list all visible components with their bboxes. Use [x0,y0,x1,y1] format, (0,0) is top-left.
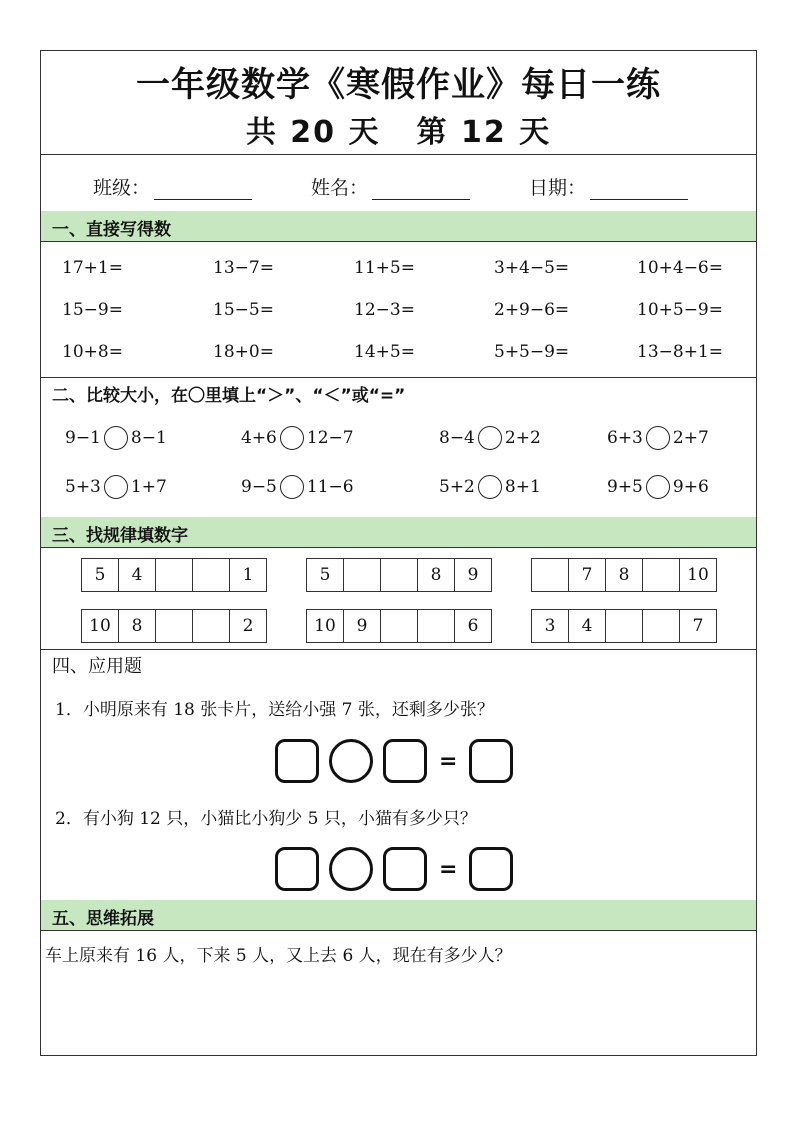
seq-cell[interactable]: 8 [119,609,156,643]
seq-cell[interactable]: 5 [307,558,344,592]
seq-cell[interactable] [193,558,230,592]
word-problem-1: 1．小明原来有 18 张卡片，送给小强 7 张，还剩多少张？ [55,700,494,720]
arith-problem: 3+4−5= [494,258,570,278]
seq-cell[interactable]: 4 [569,609,606,643]
name-label: 姓名： [311,177,369,199]
name-field [311,173,470,200]
date-label: 日期： [529,177,587,199]
seq-cell[interactable] [606,609,643,643]
arith-problem: 2+9−6= [494,300,570,320]
answer-circle[interactable] [280,426,304,450]
compare-item [65,426,167,450]
compare-right: 8+1 [504,477,541,497]
compare-item [439,426,541,450]
compare-left: 9−5 [241,477,277,497]
answer-box[interactable] [275,847,319,891]
seq-cell[interactable]: 7 [680,609,717,643]
compare-item [439,475,541,499]
seq-cell[interactable]: 8 [606,558,643,592]
compare-right: 12−7 [306,428,354,448]
result-box[interactable] [469,739,513,783]
compare-right: 1+7 [130,477,167,497]
arith-problem: 14+5= [354,342,415,362]
seq-cell[interactable]: 5 [82,558,119,592]
arith-problem: 13−7= [213,258,274,278]
seq-cell[interactable] [156,609,193,643]
arith-problem: 5+5−9= [494,342,570,362]
worksheet-subtitle [41,107,756,151]
seq-cell[interactable]: 3 [532,609,569,643]
compare-left: 5+2 [439,477,475,497]
answer-circle[interactable] [646,426,670,450]
compare-left: 9+5 [607,477,643,497]
compare-right: 2+7 [672,428,709,448]
compare-left: 8−4 [439,428,475,448]
compare-right: 9+6 [672,477,709,497]
seq-cell[interactable]: 6 [455,609,492,643]
divider [41,154,756,155]
seq-cell[interactable] [156,558,193,592]
answer-box[interactable] [383,847,427,891]
arith-problem: 13−8+1= [637,342,723,362]
answer-row-1 [275,739,513,783]
arith-problem: 12−3= [354,300,415,320]
section5-heading: 五、思维拓展 [52,909,154,929]
equals-sign: = [439,856,458,882]
compare-item [607,475,709,499]
compare-right: 8−1 [130,428,167,448]
arith-problem: 15−5= [213,300,274,320]
seq-cell[interactable]: 10 [82,609,119,643]
compare-item [607,426,709,450]
seq-cell[interactable]: 9 [455,558,492,592]
arith-problem: 15−9= [62,300,123,320]
number-sequence [531,558,717,592]
seq-cell[interactable] [532,558,569,592]
compare-right: 11−6 [306,477,354,497]
answer-box[interactable] [275,739,319,783]
result-box[interactable] [469,847,513,891]
section3-heading: 三、找规律填数字 [52,526,188,546]
number-sequence [81,609,267,643]
arith-problem: 10+4−6= [637,258,723,278]
number-sequence [531,609,717,643]
class-label: 班级： [93,177,151,199]
date-field [529,173,688,200]
worksheet-title: 一年级数学《寒假作业》每日一练 [136,65,661,105]
seq-cell[interactable] [643,558,680,592]
number-sequence [306,609,492,643]
date-blank[interactable] [590,181,688,200]
name-blank[interactable] [372,181,470,200]
seq-cell[interactable] [344,558,381,592]
arith-problem: 11+5= [354,258,415,278]
divider [41,649,756,650]
class-blank[interactable] [154,181,252,200]
seq-cell[interactable]: 2 [230,609,267,643]
compare-right: 2+2 [504,428,541,448]
compare-item [241,475,354,499]
arith-problem: 17+1= [62,258,123,278]
seq-cell[interactable] [193,609,230,643]
compare-left: 9−1 [65,428,101,448]
number-sequence [306,558,492,592]
total-days: 共 20 天 [245,115,381,150]
compare-left: 4+6 [241,428,277,448]
answer-circle[interactable] [478,426,502,450]
arith-problem: 10+5−9= [637,300,723,320]
seq-cell[interactable]: 1 [230,558,267,592]
divider [41,547,756,548]
divider [41,241,756,242]
compare-item [241,426,354,450]
seq-cell[interactable]: 4 [119,558,156,592]
answer-circle[interactable] [646,475,670,499]
word-problem-2: 2．有小狗 12 只，小猫比小狗少 5 只，小猫有多少只？ [55,809,477,829]
compare-left: 5+3 [65,477,101,497]
operator-circle[interactable] [329,847,373,891]
answer-box[interactable] [383,739,427,783]
class-field [93,173,252,200]
section2-heading: 二、比较大小，在〇里填上“＞”、“＜”或“=” [52,386,406,406]
section1-heading: 一、直接写得数 [52,220,171,240]
arith-problem: 10+8= [62,342,123,362]
answer-circle[interactable] [104,426,128,450]
seq-cell[interactable]: 10 [680,558,717,592]
seq-cell[interactable]: 8 [418,558,455,592]
seq-cell[interactable]: 7 [569,558,606,592]
seq-cell[interactable] [381,558,418,592]
divider [41,930,756,931]
seq-cell[interactable]: 10 [307,609,344,643]
compare-left: 6+3 [607,428,643,448]
seq-cell[interactable]: 9 [344,609,381,643]
equals-sign: = [439,748,458,774]
compare-item [65,475,167,499]
number-sequence [81,558,267,592]
answer-circle[interactable] [280,475,304,499]
worksheet [40,50,757,1056]
seq-cell[interactable] [381,609,418,643]
arith-problem: 18+0= [213,342,274,362]
seq-cell[interactable] [418,609,455,643]
answer-circle[interactable] [104,475,128,499]
thinking-problem: 车上原来有 16 人，下来 5 人，又上去 6 人，现在有多少人？ [45,946,512,966]
current-day: 第 12 天 [416,115,552,150]
answer-row-2 [275,847,513,891]
divider [41,377,756,378]
operator-circle[interactable] [329,739,373,783]
section4-heading: 四、应用题 [52,656,142,677]
answer-circle[interactable] [478,475,502,499]
seq-cell[interactable] [643,609,680,643]
